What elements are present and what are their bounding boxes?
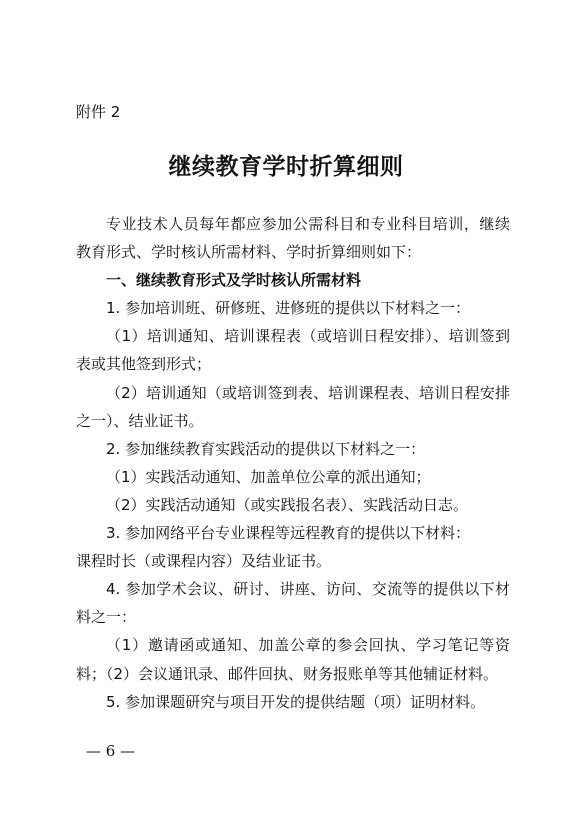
item-4-options: （1）邀请函或通知、加盖公章的参会回执、学习笔记等资料；（2）会议通讯录、邮件回执、财务报账单等其他辅证材料。 — [76, 636, 510, 683]
item-2: 2. 参加继续教育实践活动的提供以下材料之一： — [106, 439, 426, 458]
item-4: 4. 参加学术会议、研讨、讲座、访问、交流等的提供以下材料之一： — [76, 580, 510, 627]
section-heading: 一、继续教育形式及学时核认所需材料 — [106, 271, 362, 290]
item-3: 3. 参加网络平台专业课程等远程教育的提供以下材料： — [106, 524, 471, 543]
document-title: 继续教育学时折算细则 — [168, 153, 404, 180]
document-body — [76, 210, 510, 716]
item-2-option-2: （2）实践活动通知（或实践报名表）、实践活动日志。 — [106, 495, 469, 514]
item-2-option-1: （1）实践活动通知、加盖单位公章的派出通知； — [106, 467, 431, 486]
item-1-option-1: （1）培训通知、培训课程表（或培训日程安排）、培训签到表或其他签到形式； — [76, 327, 510, 374]
item-1: 1. 参加培训班、研修班、进修班的提供以下材料之一： — [106, 299, 471, 318]
item-5: 5. 参加课题研究与项目开发的提供结题（项）证明材料。 — [106, 692, 486, 711]
attachment-label: 附件 2 — [76, 103, 121, 121]
intro-paragraph: 专业技术人员每年都应参加公需科目和专业科目培训，继续教育形式、学时核认所需材料、学时折算细则如下： — [76, 215, 510, 262]
page-number: — 6 — — [86, 742, 136, 760]
item-1-option-2: （2）培训通知（或培训签到表、培训课程表、培训日程安排之一）、结业证书。 — [76, 383, 510, 430]
item-3-materials: 课程时长（或课程内容）及结业证书。 — [76, 552, 332, 571]
